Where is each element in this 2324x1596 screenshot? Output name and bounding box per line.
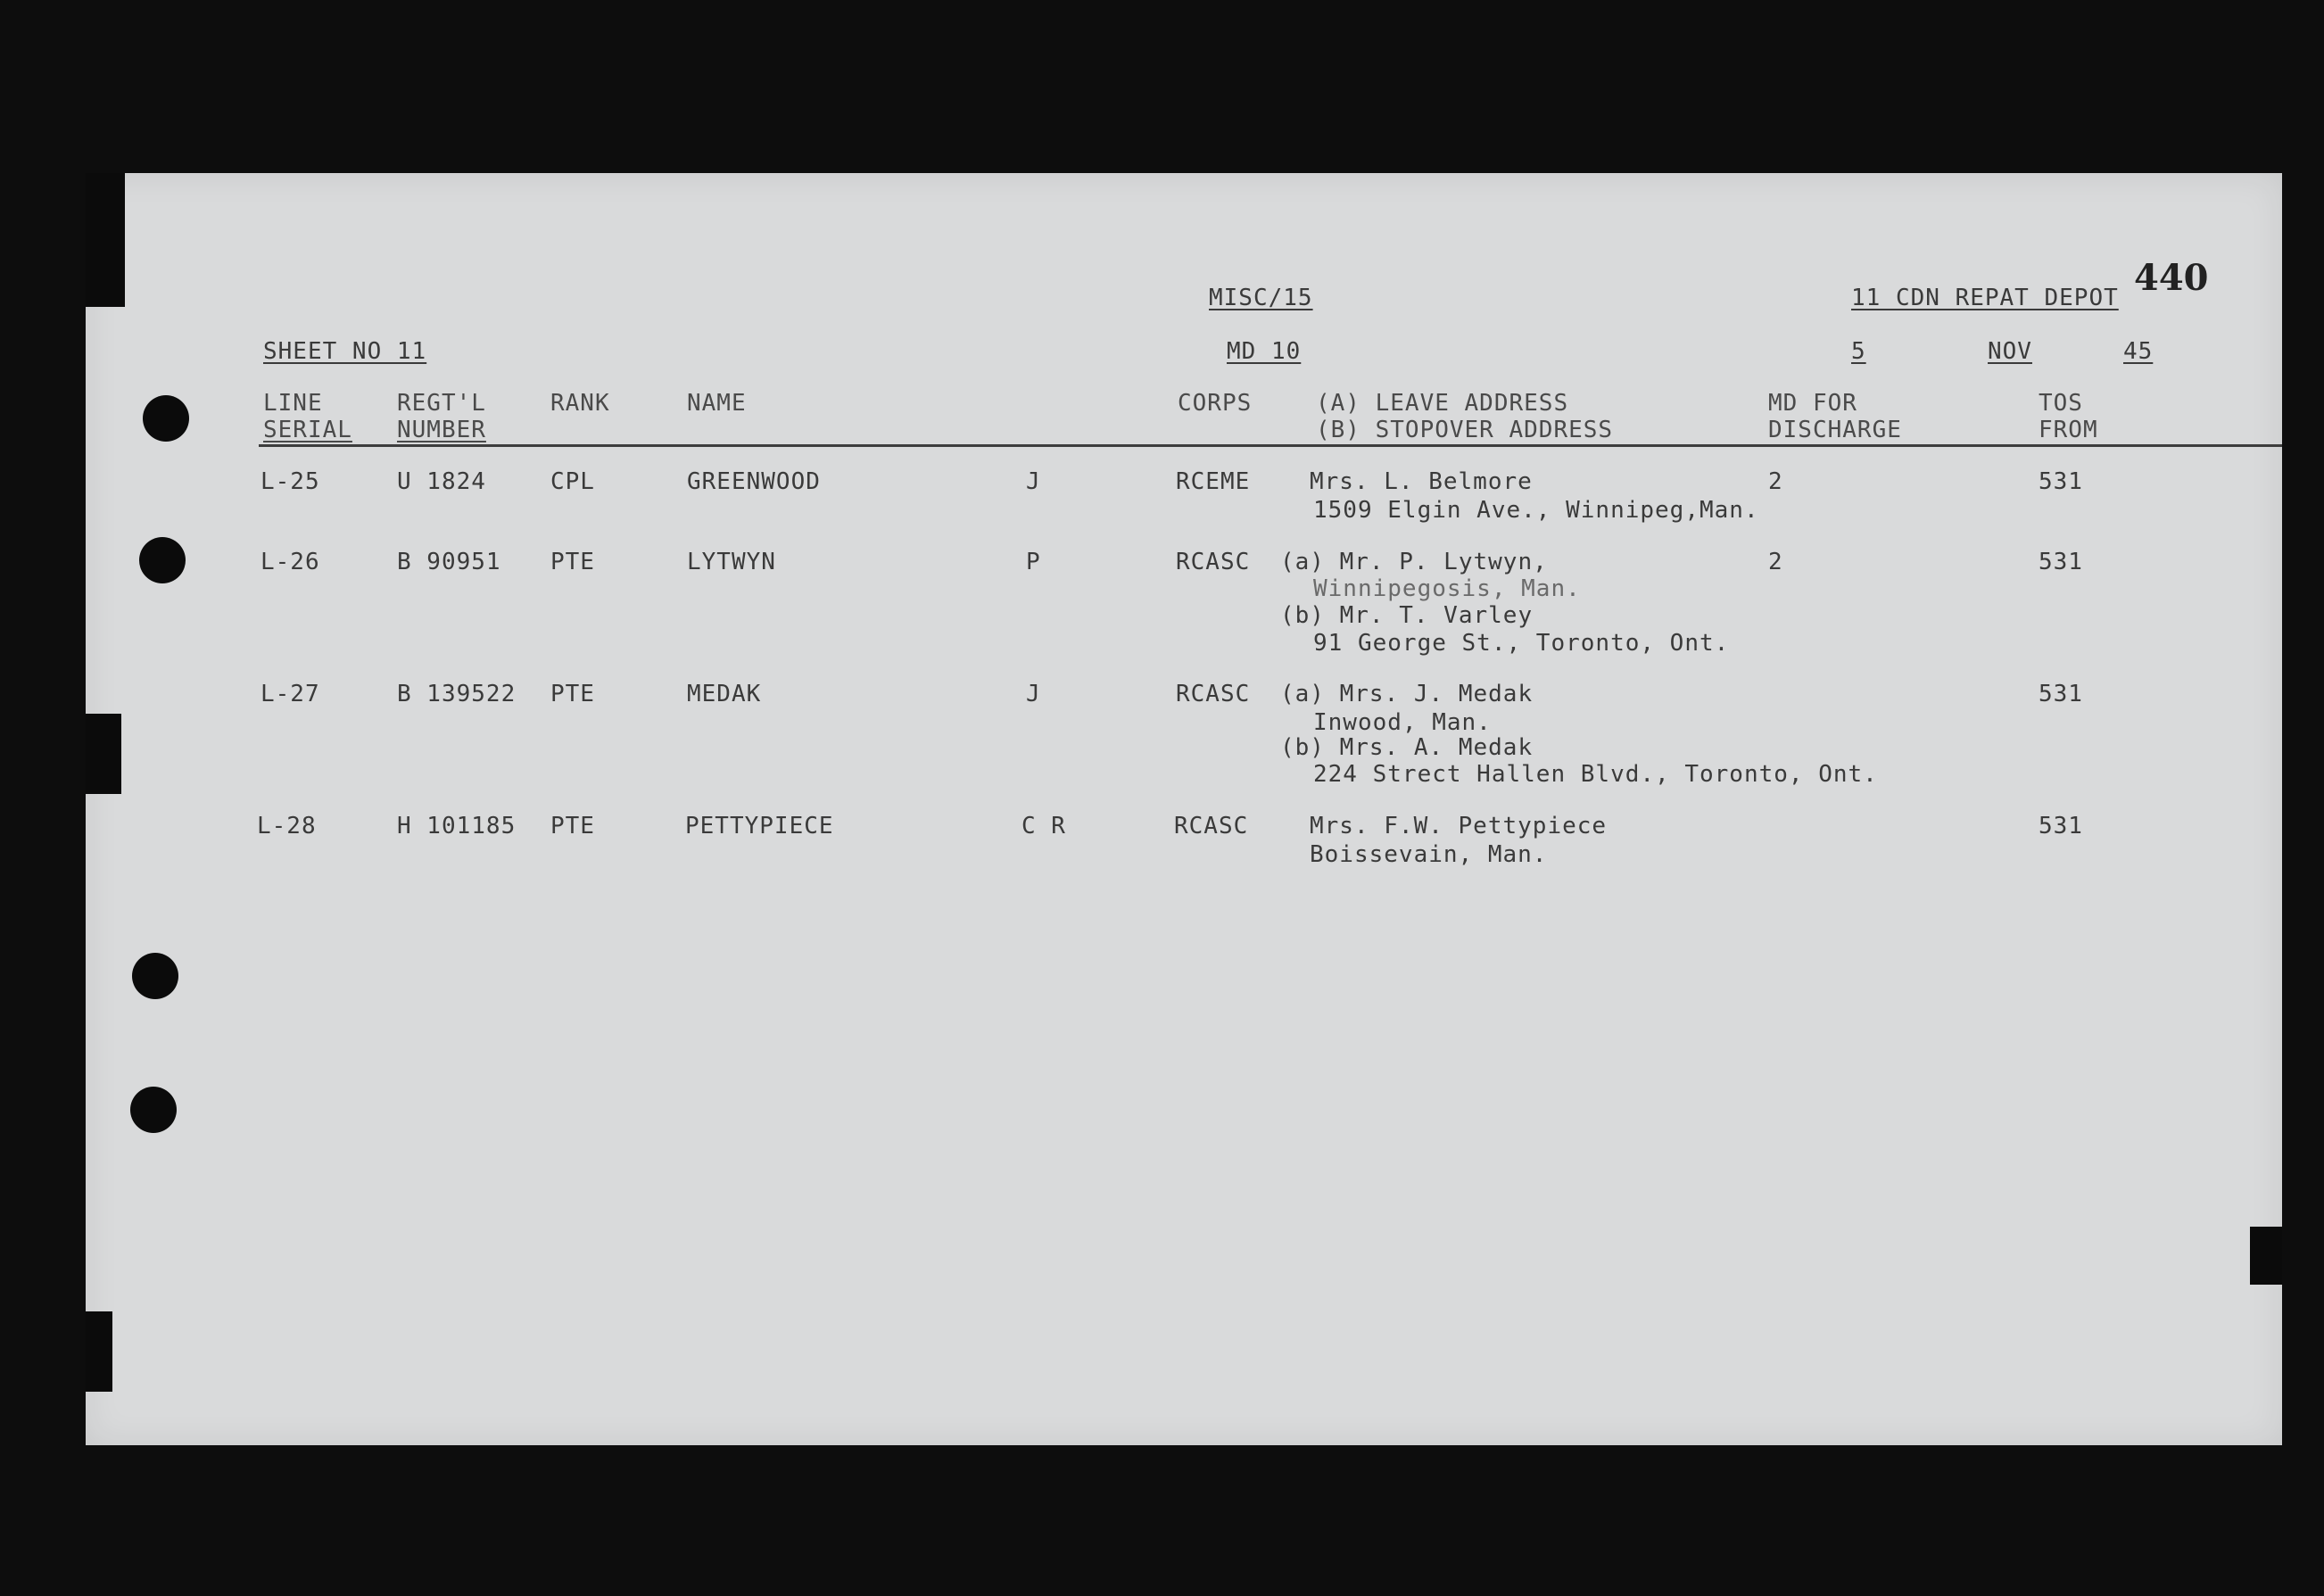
row-serial: L-27: [261, 681, 320, 707]
punch-hole: [139, 537, 186, 583]
row-rank: PTE: [550, 681, 595, 707]
header-regtl-1: REGT'L: [397, 390, 486, 417]
row-corps: RCASC: [1174, 813, 1249, 839]
district: MD 10: [1227, 338, 1302, 365]
row-corps: RCEME: [1176, 468, 1251, 495]
punch-hole: [132, 953, 178, 999]
torn-edge: [2250, 1227, 2282, 1285]
row-serial: L-25: [261, 468, 320, 495]
date-year: 45: [2123, 338, 2154, 365]
header-tos-2: FROM: [2039, 417, 2098, 443]
row-initials: P: [1026, 549, 1041, 575]
row-md: 2: [1768, 549, 1783, 575]
date-day: 5: [1851, 338, 1866, 365]
row-address-line: Inwood, Man.: [1313, 709, 1492, 736]
row-tos: 531: [2039, 681, 2083, 707]
row-rank: PTE: [550, 813, 595, 839]
row-address-line: Winnipegosis, Man.: [1313, 575, 1581, 602]
header-line-serial-1: LINE: [263, 390, 323, 417]
row-surname: GREENWOOD: [687, 468, 821, 495]
header-corps: CORPS: [1178, 390, 1253, 417]
row-surname: LYTWYN: [687, 549, 776, 575]
torn-edge: [86, 714, 121, 794]
row-tos: 531: [2039, 813, 2083, 839]
torn-edge: [86, 1311, 112, 1392]
row-address-line: 224 Strect Hallen Blvd., Toronto, Ont.: [1313, 761, 1878, 788]
header-address-a: (A) LEAVE ADDRESS: [1316, 390, 1569, 417]
row-address-line: Boissevain, Man.: [1310, 841, 1548, 868]
sheet-number: SHEET NO 11: [263, 338, 427, 365]
row-address-line: (a) Mrs. J. Medak: [1280, 681, 1534, 707]
row-address-line: 91 George St., Toronto, Ont.: [1313, 630, 1730, 657]
file-reference: MISC/15: [1209, 285, 1313, 311]
row-address-line: Mrs. F.W. Pettypiece: [1310, 813, 1608, 839]
row-initials: C R: [1021, 813, 1066, 839]
unit-name: 11 CDN REPAT DEPOT: [1851, 285, 2119, 311]
row-rank: PTE: [550, 549, 595, 575]
row-surname: MEDAK: [687, 681, 762, 707]
row-corps: RCASC: [1176, 681, 1251, 707]
row-tos: 531: [2039, 468, 2083, 495]
date-month: NOV: [1988, 338, 2032, 365]
row-surname: PETTYPIECE: [685, 813, 834, 839]
header-md-1: MD FOR: [1768, 390, 1857, 417]
header-rule: [259, 444, 2282, 447]
header-tos-1: TOS: [2039, 390, 2083, 417]
header-regtl-2: NUMBER: [397, 417, 486, 443]
row-serial: L-26: [261, 549, 320, 575]
row-address-line: (a) Mr. P. Lytwyn,: [1280, 549, 1548, 575]
row-address-line: Mrs. L. Belmore: [1310, 468, 1533, 495]
header-name: NAME: [687, 390, 747, 417]
header-line-serial-2: SERIAL: [263, 417, 352, 443]
torn-edge: [86, 173, 125, 307]
row-md: 2: [1768, 468, 1783, 495]
header-rank: RANK: [550, 390, 610, 417]
punch-hole: [143, 395, 189, 442]
row-number: B 90951: [397, 549, 501, 575]
row-tos: 531: [2039, 549, 2083, 575]
row-rank: CPL: [550, 468, 595, 495]
row-initials: J: [1026, 468, 1041, 495]
row-address-line: 1509 Elgin Ave., Winnipeg,Man.: [1313, 497, 1759, 524]
row-address-line: (b) Mr. T. Varley: [1280, 602, 1534, 629]
row-number: B 139522: [397, 681, 517, 707]
row-address-line: (b) Mrs. A. Medak: [1280, 734, 1534, 761]
header-md-2: DISCHARGE: [1768, 417, 1902, 443]
row-serial: L-28: [257, 813, 317, 839]
row-number: U 1824: [397, 468, 486, 495]
page-number: 440: [2134, 257, 2209, 299]
row-number: H 101185: [397, 813, 517, 839]
row-initials: J: [1026, 681, 1041, 707]
punch-hole: [130, 1087, 177, 1133]
row-corps: RCASC: [1176, 549, 1251, 575]
header-address-b: (B) STOPOVER ADDRESS: [1316, 417, 1614, 443]
